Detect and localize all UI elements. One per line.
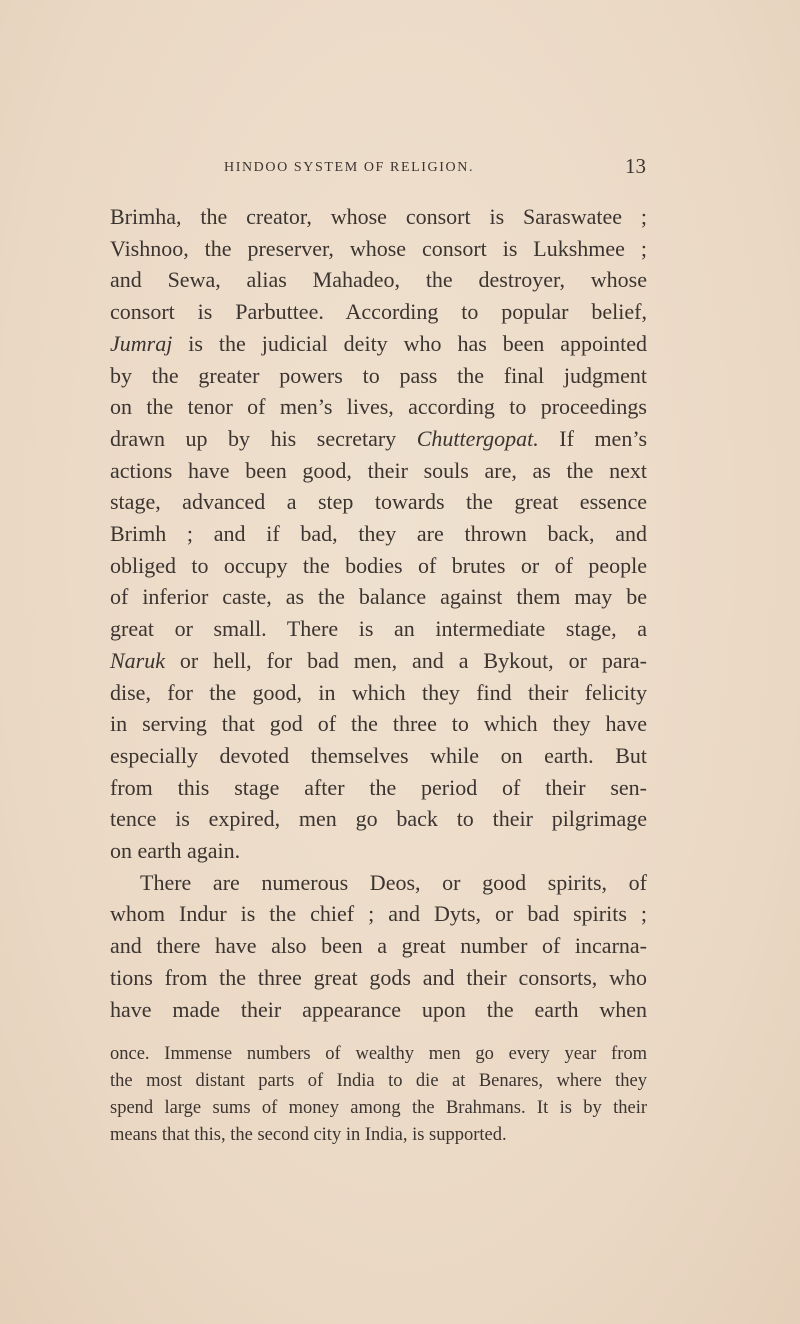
- paragraph: [110, 201, 647, 867]
- text-segment: There are numerous Deos, or good spirits, of: [140, 869, 647, 895]
- text-line: [110, 1122, 647, 1149]
- text-line: [110, 803, 647, 835]
- running-title: HINDOO SYSTEM OF RELIGION.: [224, 160, 475, 175]
- text-line: [110, 391, 647, 423]
- paragraph-benares: [110, 1041, 647, 1149]
- text-line: [110, 581, 647, 613]
- italic-term: Chuttergopat.: [416, 425, 539, 451]
- text-segment: obliged to occupy the bodies of brutes or of people: [110, 552, 647, 578]
- text-line: [110, 550, 647, 582]
- page-number: 13: [625, 154, 646, 178]
- text-line: [110, 867, 647, 899]
- text-segment: If men’s: [538, 425, 647, 451]
- text-line: [110, 201, 647, 233]
- text-line: [110, 962, 647, 994]
- italic-term: Naruk: [110, 647, 165, 673]
- text-segment: and there have also been a great number of incarna-: [110, 933, 647, 959]
- text-line: [110, 328, 647, 360]
- text-segment: the most distant parts of India to die at Benares, where they: [110, 1071, 647, 1091]
- text-line: [110, 518, 647, 550]
- text-segment: consort is Parbuttee. According to popular belief,: [110, 299, 647, 325]
- text-segment: and Sewa, alias Mahadeo, the destroyer, whose: [110, 267, 647, 293]
- italic-term: Jumraj: [110, 330, 173, 356]
- text-segment: have made their appearance upon the earth when: [110, 996, 647, 1022]
- text-segment: on earth again.: [110, 838, 241, 864]
- text-segment: is the judicial deity who has been appointed: [172, 330, 647, 356]
- text-segment: dise, for the good, in which they find their felicity: [110, 679, 647, 705]
- text-line: [110, 994, 647, 1026]
- text-line: [110, 1041, 647, 1068]
- text-line: [110, 1068, 647, 1095]
- text-line: [110, 740, 647, 772]
- text-segment: on the tenor of men’s lives, according to proceedings: [110, 394, 647, 420]
- text-line: [110, 677, 647, 709]
- text-segment: tence is expired, men go back to their pilgrimage: [110, 806, 647, 832]
- text-line: [110, 930, 647, 962]
- text-line: [110, 1095, 647, 1122]
- text-line: [110, 898, 647, 930]
- text-line: [110, 360, 647, 392]
- text-line: [110, 423, 647, 455]
- text-segment: stage, advanced a step towards the great essence: [110, 489, 647, 515]
- text-line: [110, 455, 647, 487]
- text-segment: of inferior caste, as the balance against them may be: [110, 584, 647, 610]
- text-segment: in serving that god of the three to which they have: [110, 711, 647, 737]
- paragraph: [110, 867, 647, 1026]
- text-line: [110, 233, 647, 265]
- text-line: [110, 772, 647, 804]
- text-segment: great or small. There is an intermediate stage, a: [110, 616, 647, 642]
- text-line: [110, 486, 647, 518]
- text-line: [110, 296, 647, 328]
- text-line: [110, 264, 647, 296]
- paragraph: [110, 1041, 647, 1149]
- text-segment: or hell, for bad men, and a Bykout, or para-: [165, 647, 647, 673]
- text-line: [110, 613, 647, 645]
- text-segment: spend large sums of money among the Brahmans. It is by their: [110, 1098, 647, 1118]
- text-segment: Vishnoo, the preserver, whose consort is Lukshmee ;: [110, 235, 647, 261]
- text-segment: drawn up by his secretary: [110, 425, 417, 451]
- text-line: [110, 835, 647, 867]
- text-line: [110, 708, 647, 740]
- text-segment: Brimh ; and if bad, they are thrown back, and: [110, 521, 647, 547]
- text-segment: actions have been good, their souls are, as the next: [110, 457, 647, 483]
- text-segment: Brimha, the creator, whose consort is Saraswatee ;: [110, 204, 647, 229]
- paragraphs-main: [110, 201, 647, 1025]
- text-segment: from this stage after the period of their sen-: [110, 774, 647, 800]
- text-segment: especially devoted themselves while on earth. But: [110, 742, 647, 768]
- text-segment: by the greater powers to pass the final judgment: [110, 362, 647, 388]
- text-line: [110, 645, 647, 677]
- text-segment: once. Immense numbers of wealthy men go every year from: [110, 1044, 647, 1064]
- page-header: [224, 156, 646, 180]
- text-segment: means that this, the second city in India, is supported.: [110, 1125, 507, 1145]
- text-segment: tions from the three great gods and their consorts, who: [110, 964, 647, 990]
- text-segment: whom Indur is the chief ; and Dyts, or bad spirits ;: [110, 901, 647, 927]
